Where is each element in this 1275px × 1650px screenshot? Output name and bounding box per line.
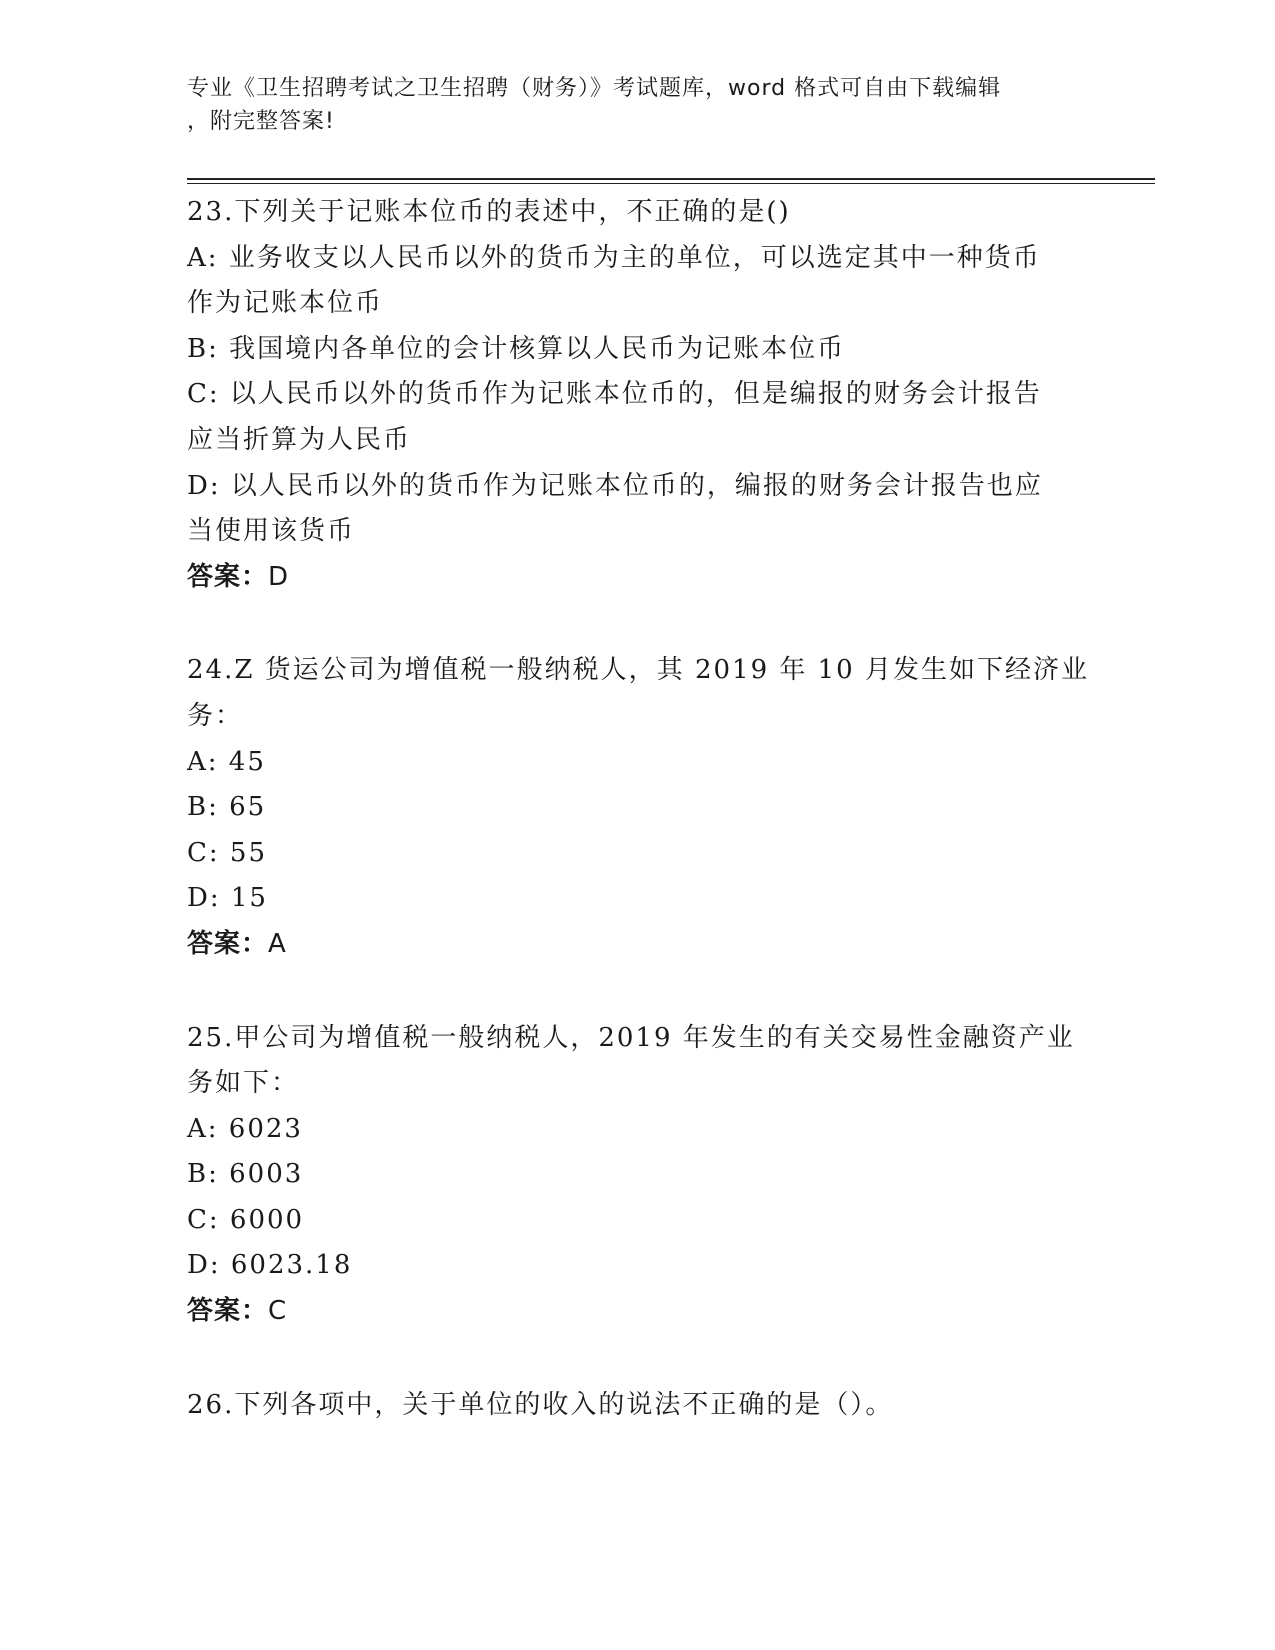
document-header [187, 72, 1067, 138]
option-text-line: C: 以人民币以外的货币作为记账本位币的，但是编报的财务会计报告 [187, 379, 1042, 410]
option-text-line: B: 65 [187, 792, 267, 823]
question-stem-line: 务： [187, 700, 244, 731]
option-text-line: 作为记账本位币 [187, 288, 384, 319]
answer-line [187, 922, 1087, 968]
option-item [187, 785, 1087, 831]
question-item [187, 1016, 1087, 1335]
question-item [187, 1383, 1087, 1429]
option-item [187, 740, 1087, 786]
option-item [187, 1107, 1087, 1153]
option-item [187, 327, 1087, 373]
question-stem-line: 务如下： [187, 1068, 300, 1099]
option-text-line: 应当折算为人民币 [187, 424, 412, 455]
option-item [187, 1152, 1087, 1198]
answer-line [187, 1289, 1087, 1335]
answer-label: 答案： [187, 561, 269, 592]
option-text-line: B: 我国境内各单位的会计核算以人民币为记账本位币 [187, 333, 846, 364]
question-stem-line: 26.下列各项中，关于单位的收入的说法不正确的是（）。 [187, 1389, 894, 1420]
question-item [187, 190, 1087, 600]
option-text-line: A: 45 [187, 746, 266, 777]
answer-value: A [268, 928, 287, 959]
option-item [187, 236, 1087, 327]
answer-label: 答案： [187, 1296, 269, 1327]
option-text-line: A: 业务收支以人民币以外的货币为主的单位，可以选定其中一种货币 [187, 242, 1041, 273]
option-text-line: C: 55 [187, 837, 268, 868]
option-item [187, 372, 1087, 463]
option-item [187, 1198, 1087, 1244]
header-divider-thick [187, 178, 1155, 180]
option-item [187, 1243, 1087, 1289]
question-stem-line: 24.Z 货运公司为增值税一般纳税人，其 2019 年 10 月发生如下经济业 [187, 655, 1089, 686]
header-divider-thin [187, 183, 1155, 184]
option-text-line: 当使用该货币 [187, 516, 356, 547]
option-text-line: A: 6023 [187, 1113, 303, 1144]
answer-label: 答案： [187, 928, 269, 959]
option-text-line: D: 以人民币以外的货币作为记账本位币的，编报的财务会计报告也应 [187, 470, 1043, 501]
answer-line [187, 555, 1087, 601]
question-item [187, 648, 1087, 967]
option-text-line: D: 6023.18 [187, 1250, 353, 1281]
option-item [187, 464, 1087, 555]
option-text-line: B: 6003 [187, 1159, 304, 1190]
question-stem-line: 23.下列关于记账本位币的表述中，不正确的是() [187, 197, 791, 227]
question-list [187, 190, 1087, 1428]
answer-value: C [268, 1296, 288, 1327]
option-text-line: D: 15 [187, 883, 268, 914]
header-line-1: 专业《卫生招聘考试之卫生招聘（财务）》考试题库，word 格式可自由下载编辑 [187, 76, 1002, 101]
option-item [187, 876, 1087, 922]
option-text-line: C: 6000 [187, 1204, 305, 1235]
question-stem-line: 25.甲公司为增值税一般纳税人，2019 年发生的有关交易性金融资产业 [187, 1022, 1075, 1053]
answer-value: D [268, 561, 290, 592]
header-line-2: ，附完整答案! [187, 109, 335, 134]
option-item [187, 831, 1087, 877]
